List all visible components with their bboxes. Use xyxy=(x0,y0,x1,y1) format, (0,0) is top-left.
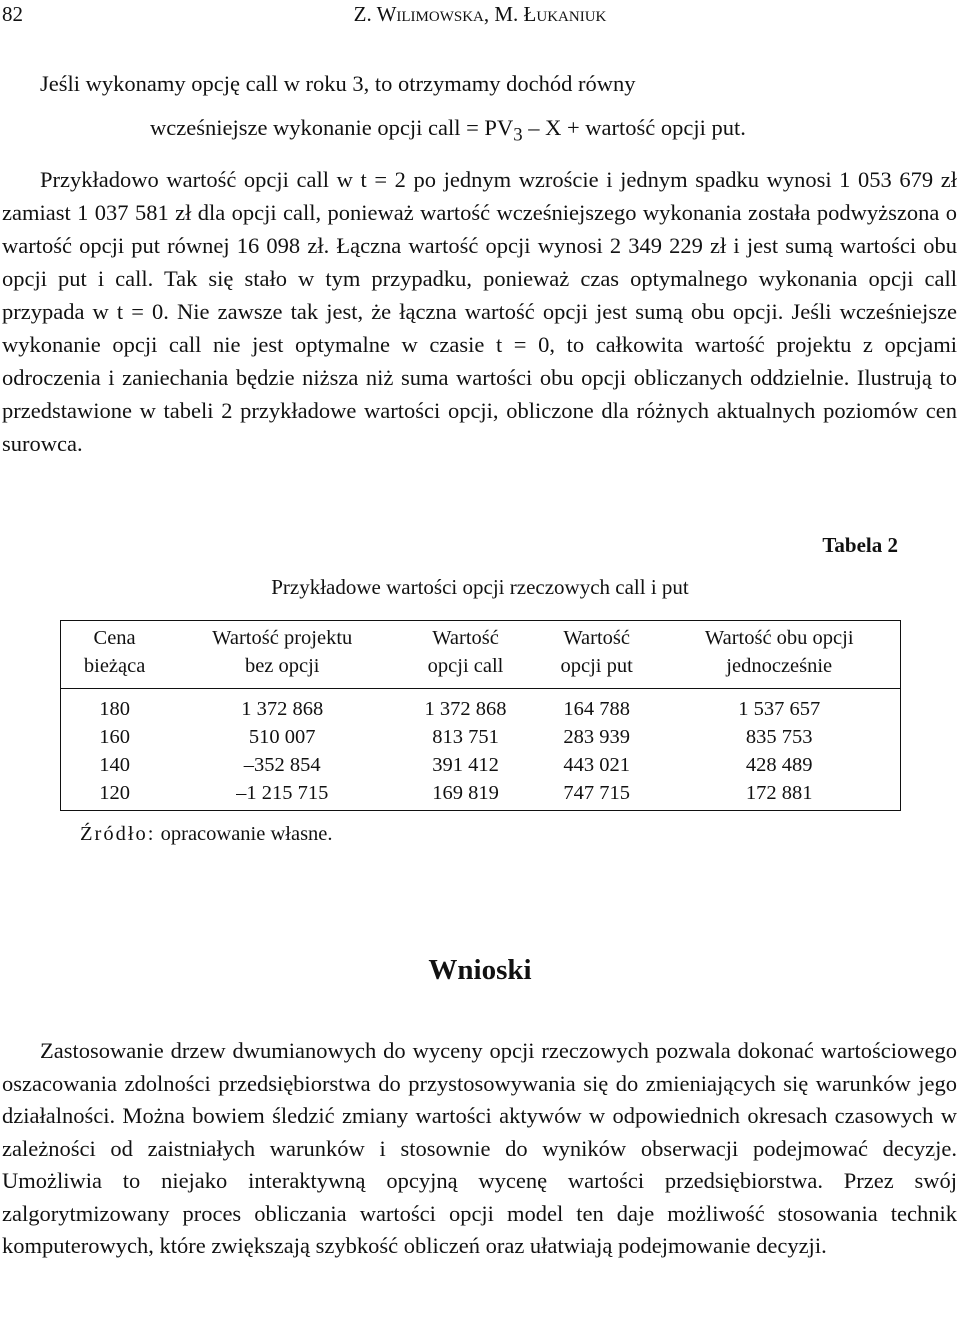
table-cell: –352 854 xyxy=(243,754,321,776)
table-row xyxy=(61,723,901,751)
header-current-price: Cena bieżąca xyxy=(61,621,169,689)
paragraph-conclusions: Zastosowanie drzew dwumianowych do wyceny opcji rzeczowych pozwala dokonać wartościowego oszacowania zdolności przedsiębiorstwa do przystosowywania się do zmieniających się warunków jego działalności. Można bowiem śledzić zmiany wartości aktywów w odpowiednich okresach czasowych w zależności od zaistniałych warunków i stosownie do wyników obserwacji podejmować decyzje. Umożliwia to niejako interaktywną opcyjną wycenę wartości przedsiębiorstwa. Przez swój zalgorytmizowany proces obliczania wartości opcji model ten daje możliwość stosowania technik komputerowych, które zwiększają szybkość obliczeń oraz ułatwiają podejmowanie decyzji. xyxy=(2,1038,957,1258)
formula-left: wcześniejsze wykonanie opcji call = PV xyxy=(150,115,514,140)
table-cell: 283 939 xyxy=(563,726,630,748)
table-cell: 169 819 xyxy=(432,782,499,804)
paragraph-example: Przykładowo wartość opcji call w t = 2 po jednym wzroście i jednym spadku wynosi 1 053 679 zł zamiast 1 037 581 zł dla opcji call, ponieważ wartość wcześniejszego wykonania została podwyższona o wartość opcji put równej 16 098 zł. Łączna wartość opcji wynosi 2 349 229 zł i jest sumą wartości obu opcji put i call. Tak się stało w tym przypadku, ponieważ czas optymalnego wykonania opcji call przypada w t = 0. Nie zawsze tak jest, że łączna wartość opcji jest sumą obu opcji. Jeśli wcześniejsze wykonanie opcji call nie jest optymalne w czasie t = 0, to całkowita wartość projektu z opcjami odroczenia i zaniechania będzie niższa niż suma wartości obu opcji obliczanych oddzielnie. Ilustrują to przedstawione w tabeli 2 przykładowe wartości opcji, obliczone dla różnych aktualnych poziomów cen surowca. xyxy=(2,167,957,456)
formula xyxy=(150,115,746,147)
source-label: Źródło: xyxy=(80,823,156,845)
table-cell: 120 xyxy=(99,782,130,804)
table-label: Tabela 2 xyxy=(822,533,898,557)
header-project-value: Wartość projektu bez opcji xyxy=(168,621,396,689)
table-header-row xyxy=(61,621,901,689)
table-cell: 140 xyxy=(99,754,130,776)
table-cell: 1 372 868 xyxy=(241,698,324,720)
table-cell: 1 537 657 xyxy=(738,698,821,720)
table-row xyxy=(61,779,901,811)
table-row xyxy=(61,689,901,724)
table-cell: 160 xyxy=(99,726,130,748)
table-cell: 835 753 xyxy=(745,726,813,748)
header-call-value: Wartość opcji call xyxy=(396,621,535,689)
table-cell: 1 372 868 xyxy=(424,698,507,720)
section-title: Wnioski xyxy=(428,954,532,987)
source-text: opracowanie własne. xyxy=(155,823,333,845)
table-source xyxy=(80,823,333,846)
page-header xyxy=(0,0,960,30)
formula-subscript: 3 xyxy=(513,124,523,146)
table-cell: –1 215 715 xyxy=(236,782,329,804)
table-cell: 428 489 xyxy=(745,754,813,776)
paragraph-intro: Jeśli wykonamy opcję call w roku 3, to otrzymamy dochód równy xyxy=(40,71,636,96)
formula-right: – X + wartość opcji put. xyxy=(522,115,746,140)
running-head: Z. Wilimowska, M. Łukaniuk xyxy=(353,2,607,26)
table-row xyxy=(61,751,901,779)
page-number: 82 xyxy=(2,2,23,26)
header-put-value: Wartość opcji put xyxy=(535,621,659,689)
table-caption: Przykładowe wartości opcji rzeczowych call i put xyxy=(271,575,689,599)
table-cell: 443 021 xyxy=(563,754,630,776)
header-both-options: Wartość obu opcji jednocześnie xyxy=(658,621,900,689)
table-cell: 164 788 xyxy=(563,698,630,720)
options-table xyxy=(60,620,901,811)
table-cell: 391 412 xyxy=(432,754,499,776)
table-cell: 813 751 xyxy=(432,726,499,748)
table-cell: 510 007 xyxy=(248,726,316,748)
table-cell: 172 881 xyxy=(745,782,813,804)
table-cell: 747 715 xyxy=(563,782,630,804)
table-cell: 180 xyxy=(99,698,130,720)
